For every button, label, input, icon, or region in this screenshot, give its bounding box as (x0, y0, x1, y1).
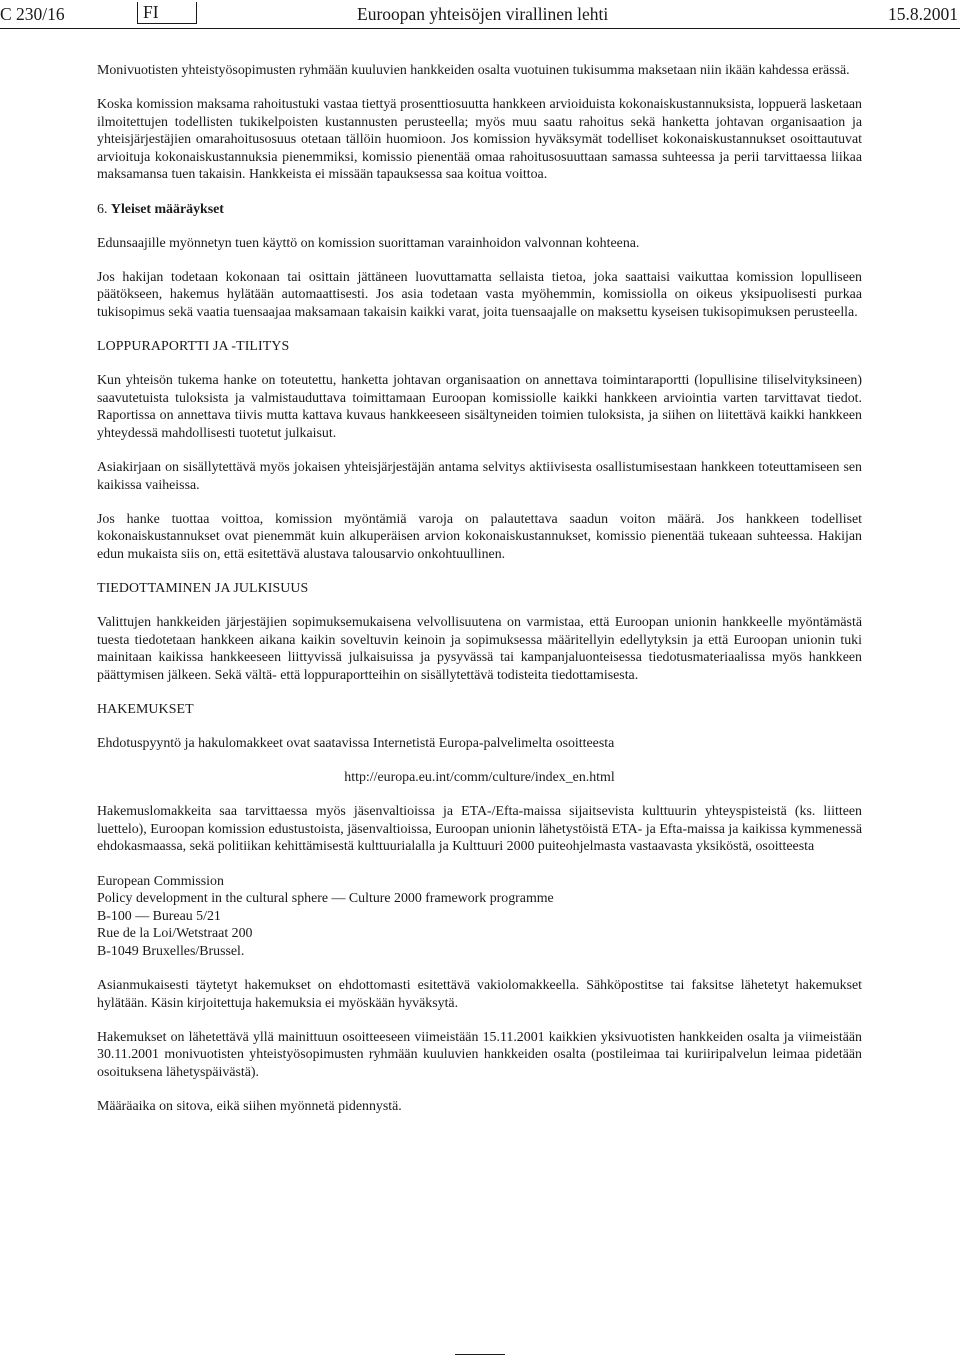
paragraph-4: Jos hakijan todetaan kokonaan tai osittain jättäneen luovuttamatta sellaista tietoa, joka saattaisi vaikuttaa komission lopulliseen päätökseen, hakemus hylätään automaattisesti. Jos asia todetaan vasta myöhemmin, komissiolla on oikeus yksipuolisesti purkaa tukisopimus sekä vaatia tuensaajaa maksamaan takaisin kaikki varat, joita tuensaajalle on maksettu kyseisen tukisopimuksen perusteella. (97, 269, 862, 320)
address-line: Policy development in the cultural sphere — Culture 2000 framework programme (97, 891, 554, 907)
section-heading (97, 201, 862, 219)
page-header (0, 0, 960, 30)
postal-address (97, 873, 862, 961)
paragraph-7: Jos hanke tuottaa voittoa, komission myöntämiä varoja on palautettava saadun voiton määrä. Jos hankkeen todelliset kokonaiskustannukset ovat pienemmät kuin alkuperäisen arvion kokonaiskustannukset, komissio pienentää tukeaan suhteessa. Hakijan edun mukaista siis on, että esitettävä alustava talousarvio onkohtuullinen. (97, 511, 862, 562)
europa-url-link[interactable]: http://europa.eu.int/comm/culture/index_en.html (344, 770, 615, 786)
paragraph-9: Ehdotuspyyntö ja hakulomakkeet ovat saatavissa Internetistä Europa-palvelimelta osoitteesta (97, 736, 615, 752)
paragraph-1: Monivuotisten yhteistyösopimusten ryhmään kuuluvien hankkeiden osalta vuotuinen tukisumma maksetaan niin ikään kahdessa erässä. (97, 63, 850, 78)
paragraph-11: Asianmukaisesti täytetyt hakemukset on ehdottomasti esitettävä vakiolomakkeella. Sähköpostitse tai faksitse lähetetyt hakemukset hylätään. Käsin kirjoitettuja hakemuksia ei myöskään hyväksytä. (97, 977, 862, 1011)
heading-applications: HAKEMUKSET (97, 701, 194, 717)
end-rule (455, 1354, 505, 1355)
address-line: European Commission (97, 873, 224, 889)
paragraph-10: Hakemuslomakkeita saa tarvittaessa myös jäsenvaltioissa ja ETA-/Efta-maissa sijaitsevista kulttuurin yhteyspisteistä (ks. liitteen luettelo), Euroopan komission edustustoista, jäsenvaltioissa, Euroopan unionin lähetystöistä ETA- ja Efta-maissa ja kaikissa kymmenessä ehdokasmaassa, sekä politiikan kehittämisestä kulttuurialalla ja Kulttuuri 2000 puiteohjelmasta vastaavasta yksiköstä, osoitteesta (97, 804, 862, 855)
heading-final-report: LOPPURAPORTTI JA -TILITYS (97, 339, 290, 355)
paragraph-13: Määräaika on sitova, eikä siihen myönnetä pidennystä. (97, 1098, 402, 1114)
paragraph-8: Valittujen hankkeiden järjestäjien sopimuksemukaisena velvollisuutena on varmistaa, että Euroopan unionin hankkeelle myöntämästä tuesta tiedotetaan hankkeen aikana kaikin soveltuvin keinoin ja sopimuksessa määritellyin edellytyksin ja että Euroopan unionin tuki mainitaan kaikissa hankkeeseen liittyvissä julkaisuissa ja pysyvässä tai kampanjaluonteisessa tiedotusmateriaalissa myös hankkeen päättymisen jälkeen. Sekä vältä- että loppuraportteihin on sisällytettävä todisteita tiedottamisesta. (97, 615, 862, 683)
section-title: Yleiset määräykset (110, 201, 224, 217)
paragraph-5: Kun yhteisön tukema hanke on toteutettu, hanketta johtavan organisaation on annettava toimintaraportti (lopullisine tiliselvityksineen) saavutetuista tuloksista ja valmistauduttava toimittamaan Euroopan komissiolle kaikki hankkeen arviointia varten tarvittavat tiedot. Raportissa on annettava tiivis mutta kattava kuvaus hankkeeseen sisältyneiden toimien tuloksista, ja siihen on liitettävä kaikki hankkeen yhteydessä mahdollisesti tuotetut julkaisut. (97, 373, 862, 441)
language-code: FI (143, 2, 159, 22)
paragraph-3: Edunsaajille myönnetyn tuen käyttö on komission suorittaman varainhoidon valvonnan kohteena. (97, 235, 640, 251)
paragraph-12: Hakemukset on lähetettävä yllä mainittuun osoitteeseen viimeistään 15.11.2001 kaikkien yksivuotisten hankkeiden osalta ja viimeistään 30.11.2001 monivuotisten yhteistyösopimusten ryhmään kuuluvien hankkeiden osalta (postileimaa tai kuriiripalvelun leimaa pidetään osoituksena lähetyspäivästä). (97, 1029, 862, 1080)
paragraph-6: Asiakirjaan on sisällytettävä myös jokaisen yhteisjärjestäjän antama selvitys aktiivisesta osallistumisestaan hankkeen toteuttamiseen sen kaikissa vaiheissa. (97, 460, 862, 493)
publication-date: 15.8.2001 (888, 4, 958, 24)
header-divider (0, 28, 960, 29)
address-line: B-1049 Bruxelles/Brussel. (97, 943, 245, 959)
language-box (137, 2, 197, 24)
address-line: Rue de la Loi/Wetstraat 200 (97, 926, 253, 942)
heading-publicity: TIEDOTTAMINEN JA JULKISUUS (97, 580, 309, 596)
document-body (97, 62, 862, 1116)
section-number: 6. (97, 201, 108, 217)
address-line: B-100 — Bureau 5/21 (97, 908, 221, 924)
journal-reference: C 230/16 (0, 4, 65, 24)
journal-title: Euroopan yhteisöjen virallinen lehti (357, 4, 609, 24)
paragraph-2: Koska komission maksama rahoitustuki vastaa tiettyä prosenttiosuutta hankkeen arvioiduista kokonaiskustannuksista, loppuerä lasketaan ilmoitettujen todellisten tukikelpoisten kustannusten perusteella; myös muu saatu rahoitus sekä hanketta johtavan organisaation ja yhteisjärjestäjien omarahoitusosuus otetaan tällöin huomioon. Jos komission hyväksymät todelliset kokonaiskustannukset osoittautuvat arvioituja kokonaiskustannuksia pienemmiksi, komissio pienentää omaa rahoitusosuuttaan samassa suhteessa ja perii tarvittaessa liikaa maksamansa tuen takaisin. Hankkeista ei missään tapauksessa saa koitua voittoa. (97, 97, 862, 183)
